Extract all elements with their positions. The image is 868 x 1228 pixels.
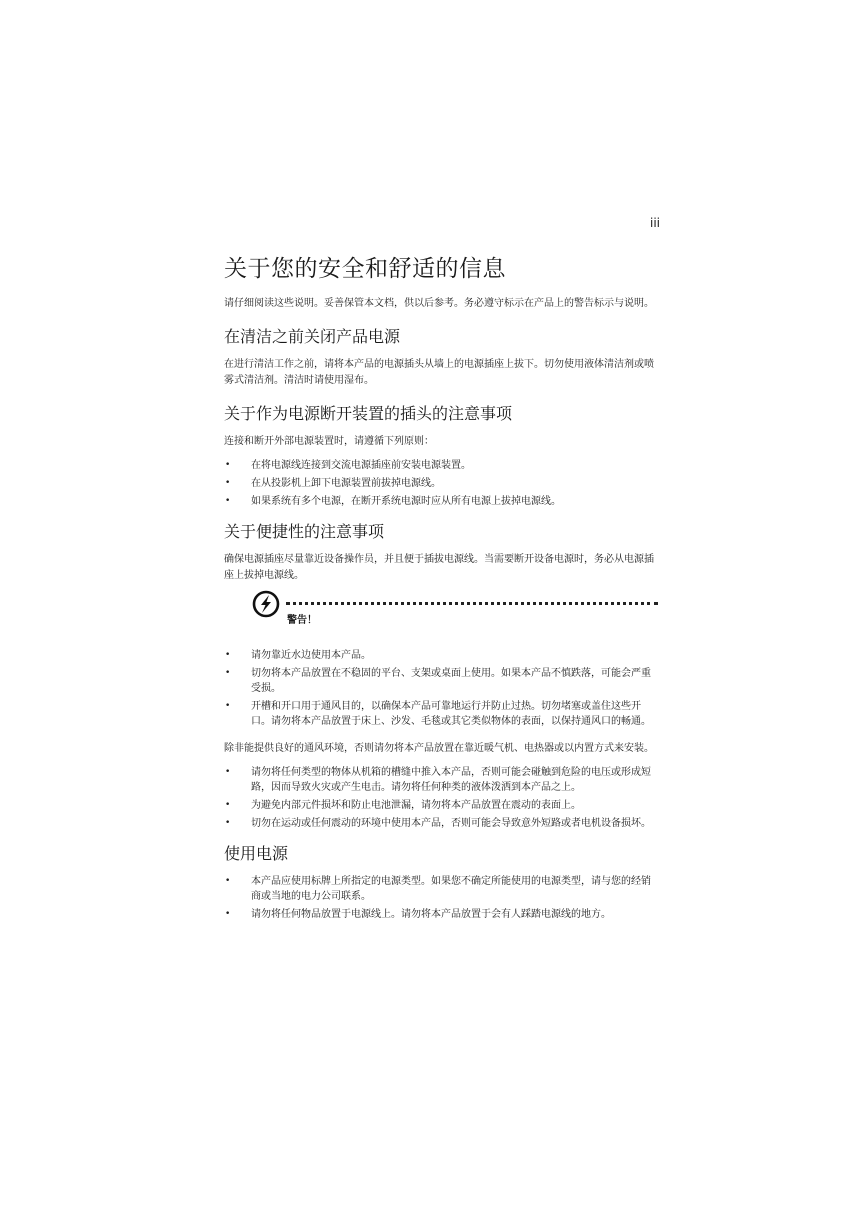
warning-divider — [286, 602, 658, 605]
accessibility-bullet-list — [224, 648, 660, 729]
bullet-icon: • — [225, 800, 231, 810]
list-item: • 在将电源线连接到交流电源插座前安装电源装置。 — [225, 460, 471, 471]
bullet-icon: • — [225, 701, 231, 711]
page-content — [224, 252, 660, 934]
bullet-icon: • — [225, 876, 231, 886]
page-title: 关于您的安全和舒适的信息 — [224, 256, 506, 282]
section-text-plug: 连接和断开外部电源装置时，请遵循下列原则： — [224, 436, 434, 447]
section-text-accessibility: 确保电源插座尽量靠近设备操作员，并且便于插拔电源线。当需要断开设备电源时，务必从电源插座上拔掉电源线。 — [224, 554, 654, 581]
warning-block — [224, 590, 660, 638]
ventilation-paragraph: 除非能提供良好的通风环境，否则请勿将本产品放置在靠近暖气机、电热器或以内置方式来安装。 — [224, 743, 654, 754]
power-bullet-list — [224, 874, 660, 922]
section-heading-power: 使用电源 — [224, 844, 289, 863]
list-item: • 在从投影机上卸下电源装置前拔掉电源线。 — [225, 478, 441, 489]
bullet-icon: • — [225, 818, 231, 828]
list-item: • 请勿靠近水边使用本产品。 — [225, 650, 371, 661]
list-item: • 请勿将任何物品放置于电源线上。请勿将本产品放置于会有人踩踏电源线的地方。 — [225, 909, 611, 920]
bullet-icon: • — [225, 909, 231, 919]
plug-bullet-list — [224, 458, 660, 509]
lightning-warning-icon — [252, 590, 280, 618]
list-item: • 如果系统有多个电源，在断开系统电源时应从所有电源上拔掉电源线。 — [225, 496, 561, 507]
bullet-icon: • — [225, 496, 231, 506]
list-item: • 本产品应使用标牌上所指定的电源类型。如果您不确定所能使用的电源类型，请与您的经销商或当地的电力公司联系。 — [225, 876, 651, 902]
list-item: • 切勿在运动或任何震动的环境中使用本产品，否则可能会导致意外短路或者电机设备损坏。 — [225, 818, 651, 829]
section-heading-plug: 关于作为电源断开装置的插头的注意事项 — [224, 404, 513, 423]
intro-paragraph: 请仔细阅读这些说明。妥善保管本文档，供以后参考。务必遵守标示在产品上的警告标示与说明。 — [224, 298, 654, 309]
bullet-icon: • — [225, 478, 231, 488]
bullet-icon: • — [225, 767, 231, 777]
safety-bullet-list — [224, 765, 660, 831]
bullet-icon: • — [225, 650, 231, 660]
warning-label: 警告！ — [287, 615, 317, 626]
bullet-icon: • — [225, 668, 231, 678]
page-number: iii — [649, 216, 660, 230]
list-item: • 开槽和开口用于通风目的，以确保本产品可靠地运行并防止过热。切勿堵塞或盖住这些开口。请勿将本产品放置于床上、沙发、毛毯或其它类似物体的表面，以保持通风口的畅通。 — [225, 701, 651, 727]
list-item: • 切勿将本产品放置在不稳固的平台、支架或桌面上使用。如果本产品不慎跌落，可能会严重受损。 — [225, 668, 651, 694]
section-text-cleaning: 在进行清洁工作之前，请将本产品的电源插头从墙上的电源插座上拔下。切勿使用液体清洁剂或喷雾式清洁剂。清洁时请使用湿布。 — [224, 359, 654, 386]
section-heading-cleaning: 在清洁之前关闭产品电源 — [224, 327, 401, 346]
list-item: • 请勿将任何类型的物体从机箱的槽缝中推入本产品，否则可能会碰触到危险的电压或形成短路，因而导致火灾或产生电击。请勿将任何种类的液体泼洒到本产品之上。 — [225, 767, 651, 793]
list-item: • 为避免内部元件损坏和防止电池泄漏，请勿将本产品放置在震动的表面上。 — [225, 800, 581, 811]
section-heading-accessibility: 关于便捷性的注意事项 — [224, 522, 385, 541]
bullet-icon: • — [225, 460, 231, 470]
